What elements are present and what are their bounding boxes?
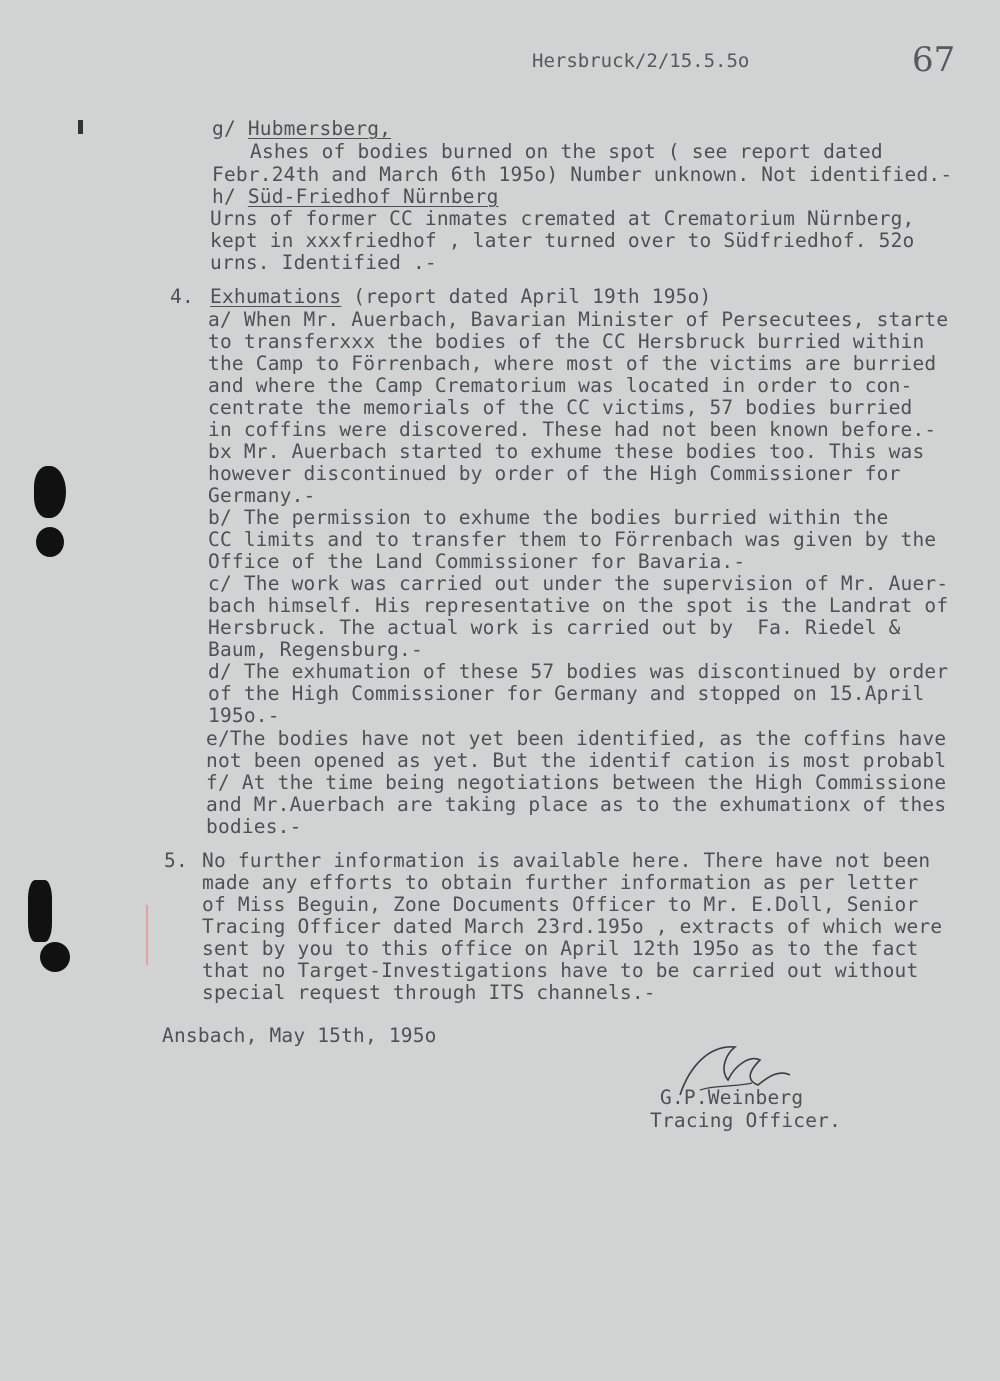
- section-h-line: kept in xxxfriedhof , later turned over to Südfriedhof. 52o: [210, 229, 915, 252]
- page-number: 67: [912, 40, 956, 80]
- section-4-line: in coffins were discovered. These had not been known before.-: [208, 418, 937, 441]
- section-4-line: the Camp to Förrenbach, where most of the victims are burried: [208, 352, 937, 375]
- section-4-line: bach himself. His representative on the spot is the Landrat of: [208, 594, 949, 617]
- section-5-line: of Miss Beguin, Zone Documents Officer to Mr. E.Doll, Senior: [202, 893, 919, 916]
- section-4-number: 4.: [170, 285, 194, 308]
- section-4-line: CC limits and to transfer them to Förrenbach was given by the: [208, 528, 937, 551]
- place-date: Ansbach, May 15th, 195o: [162, 1024, 437, 1047]
- section-5-line: No further information is available here. There have not been: [202, 849, 931, 872]
- punch-hole-bottom-lower: [40, 942, 70, 972]
- section-4-title: Exhumations: [210, 285, 342, 308]
- section-4-line: c/ The work was carried out under the supervision of Mr. Auer-: [208, 572, 949, 595]
- reference-header: Hersbruck/2/15.5.5o: [532, 50, 750, 72]
- section-4-line: 195o.-: [208, 704, 280, 727]
- section-4-line: however discontinued by order of the High Commissioner for: [208, 462, 901, 485]
- section-4-line: b/ The permission to exhume the bodies burried within the: [208, 506, 889, 529]
- section-5-line: made any efforts to obtain further information as per letter: [202, 871, 919, 894]
- margin-mark: [78, 120, 83, 134]
- signatory-title: Tracing Officer.: [650, 1109, 842, 1132]
- section-4-line: a/ When Mr. Auerbach, Bavarian Minister of Persecutees, starte: [208, 308, 949, 331]
- punch-hole-bottom: [28, 880, 52, 942]
- section-4-line: d/ The exhumation of these 57 bodies was discontinued by order: [208, 660, 949, 683]
- section-4-line: to transferxxx the bodies of the CC Hersbruck burried within: [208, 330, 925, 353]
- section-4-line: bodies.-: [206, 815, 302, 838]
- section-h-line: urns. Identified .-: [210, 251, 437, 274]
- section-h-heading: [212, 186, 499, 208]
- section-4-line: not been opened as yet. But the identif cation is most probabl: [206, 749, 947, 772]
- section-g-heading: [212, 118, 391, 140]
- section-4-line: Office of the Land Commissioner for Bavaria.-: [208, 550, 746, 573]
- section-5-line: sent by you to this office on April 12th 195o as to the fact: [202, 937, 919, 960]
- section-h-label: h/: [212, 185, 248, 208]
- section-h-title: Süd-Friedhof Nürnberg: [247, 185, 499, 208]
- section-4-line: centrate the memorials of the CC victims, 57 bodies burried: [208, 396, 913, 419]
- section-4-line: f/ At the time being negotiations between the High Commissione: [206, 771, 947, 794]
- section-4-line: bx Mr. Auerbach started to exhume these bodies too. This was: [208, 440, 925, 463]
- punch-hole-top-lower: [36, 527, 64, 557]
- section-4-line: Baum, Regensburg.-: [208, 638, 423, 661]
- section-5-line: special request through ITS channels.-: [202, 981, 656, 1004]
- section-g-line: Ashes of bodies burned on the spot ( see report dated: [250, 140, 883, 163]
- section-4-title-rest: (report dated April 19th 195o): [341, 285, 712, 308]
- section-4-line: and Mr.Auerbach are taking place as to the exhumationx of thes: [206, 793, 947, 816]
- section-4-line: e/The bodies have not yet been identified, as the coffins have: [206, 727, 947, 750]
- section-4-line: of the High Commissioner for Germany and stopped on 15.April: [208, 682, 925, 705]
- section-4-line: Germany.-: [208, 484, 316, 507]
- section-4-line: and where the Camp Crematorium was located in order to con-: [208, 374, 913, 397]
- section-h-line: Urns of former CC inmates cremated at Crematorium Nürnberg,: [210, 207, 915, 230]
- section-5-line: that no Target-Investigations have to be carried out without: [202, 959, 919, 982]
- section-5-line: Tracing Officer dated March 23rd.195o , extracts of which were: [202, 915, 943, 938]
- section-g-line: Febr.24th and March 6th 195o) Number unknown. Not identified.-: [212, 163, 953, 186]
- red-margin-line: [146, 905, 148, 965]
- section-4-line: Hersbruck. The actual work is carried out by Fa. Riedel &: [208, 616, 901, 639]
- section-g-label: g/: [212, 117, 248, 140]
- section-5-number: 5.: [164, 849, 188, 872]
- section-4-heading: [210, 286, 711, 308]
- punch-hole-top: [34, 466, 66, 518]
- signatory-name: G.P.Weinberg: [660, 1086, 804, 1109]
- section-g-title: Hubmersberg,: [247, 117, 392, 140]
